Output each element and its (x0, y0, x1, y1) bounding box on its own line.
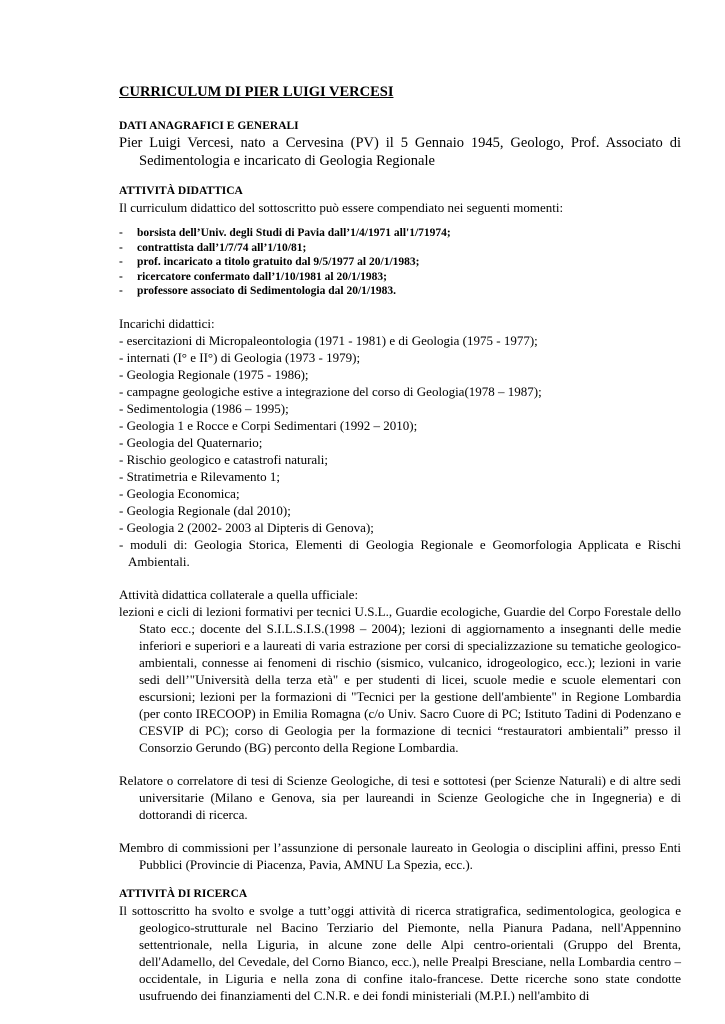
list-item: - ricercatore confermato dall’1/10/1981 al 20/1/1983; (119, 270, 387, 283)
document-page (119, 84, 681, 1004)
career-list (119, 226, 681, 299)
list-item: - Rischio geologico e catastrofi naturali; (119, 451, 329, 467)
list-item: - contrattista dall’1/7/74 all’1/10/81; (119, 241, 307, 254)
list-item: - prof. incaricato a titolo gratuito dal 9/5/1977 al 20/1/1983; (119, 256, 420, 268)
incarichi-label: Incarichi didattici: (119, 315, 215, 331)
list-item: - esercitazioni di Micropaleontologia (1971 - 1981) e di Geologia (1975 - 1977); (119, 332, 538, 348)
list-item: - professore associato di Sedimentologia dal 20/1/1983. (119, 285, 396, 297)
list-item: - Geologia Regionale (dal 2010); (119, 502, 291, 518)
membro-text: Membro di commissioni per l’assunzione di personale laureato in Geologia o disciplini affini, presso Enti Pubblici (Provincie di Piacenza, Pavia, AMNU La Spezia, ecc.). (119, 839, 681, 872)
list-item: - Sedimentologia (1986 – 1995); (119, 400, 289, 416)
list-item: - Geologia del Quaternario; (119, 434, 263, 450)
list-item: - Geologia 1 e Rocce e Corpi Sedimentari (1992 – 2010); (119, 417, 418, 433)
relatore-text: Relatore o correlatore di tesi di Scienze Geologiche, di tesi e sottotesi (per Scienze Naturali) e di altre sedi universitarie (Milano e Genova, sia per laureandi in Scienze Geologiche che in Ingegneria) e di dottorandi di ricerca. (119, 772, 681, 822)
list-item: - internati (I° e II°) di Geologia (1973 - 1979); (119, 349, 361, 365)
list-item: - campagne geologiche estive a integrazione del corso di Geologia(1978 – 1987); (119, 383, 542, 399)
list-item: - Geologia 2 (2002- 2003 al Dipteris di Genova); (119, 519, 374, 535)
list-item: - Geologia Regionale (1975 - 1986); (119, 366, 309, 382)
list-item: - Geologia Economica; (119, 485, 240, 501)
anagrafici-heading: DATI ANAGRAFICI E GENERALI (119, 120, 299, 132)
anagrafici-text: Pier Luigi Vercesi, nato a Cervesina (PV) il 5 Gennaio 1945, Geologo, Prof. Associato di Sedimentologia e incaricato di Geologia Regionale (119, 135, 681, 169)
didattica-intro: Il curriculum didattico del sottoscritto può essere compendiato nei seguenti momenti: (119, 200, 564, 215)
collaterale-text: lezioni e cicli di lezioni formativi per tecnici U.S.L., Guardie ecologiche, Guardie del Corpo Forestale dello Stato ecc.; docente del S.I.L.S.I.S.(1998 – 2004); lezioni di aggiornamento a insegnanti delle medie inferiori e superiori e a laureati di varia estrazione per corsi di specializzazione su tematiche geologico-ambientali, connesse ai fenomeni di rischio (sismico, vulcanico, idrogeologico, ecc.); lezioni in varie sedi dell’"Università della terza età" e per studenti di licei, scuole medie e scuole elementari con escursioni; lezioni per la formazioni di "Tecnici per la gestione dell'ambiente" in Regione Lombardia (per conto IRECOOP) in Emilia Romagna (c/o Univ. Sacro Cuore di PC; Istituto Tadini di Podenzano e CESVIP di PC); corso di Geologia per la formazione di tecnici “restauratori ambientali” presso il Consorzio Gerundo (BG) perconto della Regione Lombardia. (119, 603, 681, 755)
ricerca-heading: ATTIVITÀ DI RICERCA (119, 887, 248, 900)
incarichi-list (119, 332, 681, 570)
ricerca-text: Il sottoscritto ha svolto e svolge a tutt’oggi attività di ricerca stratigrafica, sedimentologica, geologica e geologico-strutturale nel Bacino Terziario del Piemonte, nella Pianura Padana, nell'Appennino settentrionale, nella Liguria, in alcune zone delle Alpi centro-orientali (Gruppo del Brenta, dell'Adamello, del Cevedale, del Corno Bianco, ecc.), nelle Prealpi Bresciane, nella Lombardia centro – occidentale, in Liguria e nella zona di confine italo-francese. Dette ricerche sono state condotte usufruendo dei finanziamenti del C.N.R. e dei fondi ministeriali (M.P.I.) nell'ambito di (119, 902, 681, 1003)
list-item: - moduli di: Geologia Storica, Elementi di Geologia Regionale e Geomorfologia Applicata e Rischi Ambientali. (119, 536, 681, 569)
page-title: CURRICULUM DI PIER LUIGI VERCESI (119, 84, 394, 100)
collaterale-label: Attività didattica collaterale a quella ufficiale: (119, 586, 359, 602)
didattica-heading: ATTIVITÀ DIDATTICA (119, 185, 243, 197)
list-item: - borsista dell’Univ. degli Studi di Pavia dall’1/4/1971 all'1/71974; (119, 227, 451, 239)
list-item: - Stratimetria e Rilevamento 1; (119, 468, 281, 484)
